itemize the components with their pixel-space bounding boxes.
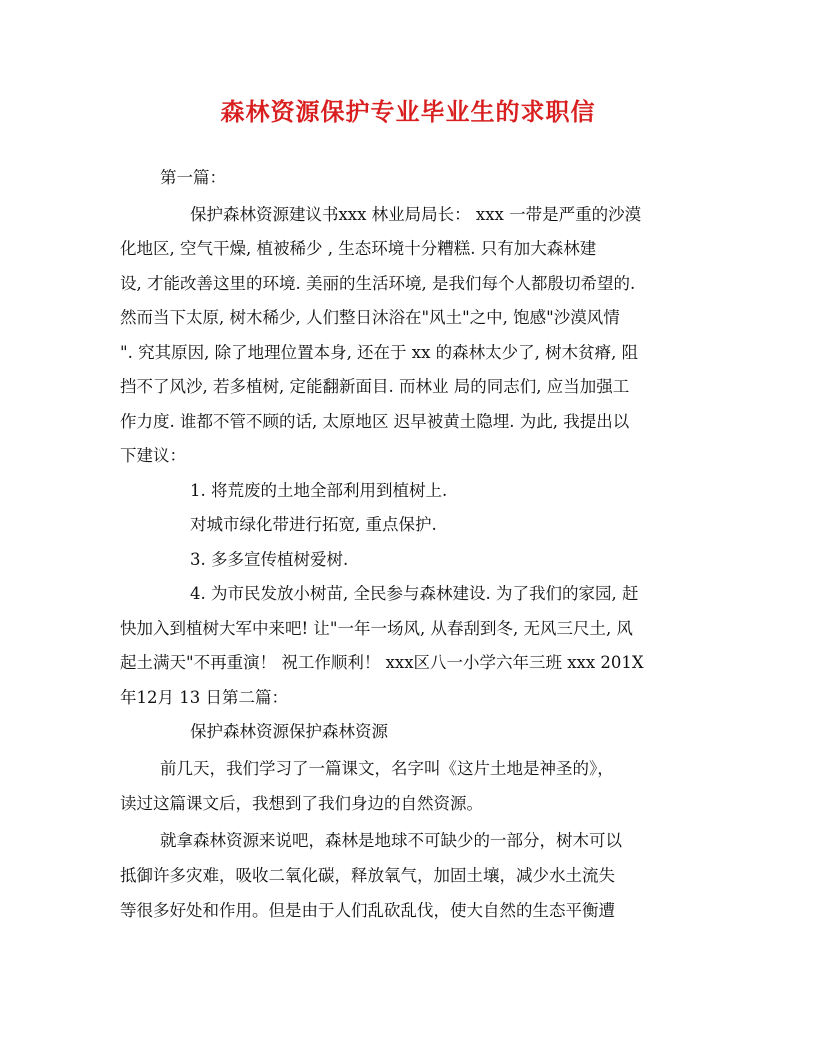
paragraph-line: 起土满天"不再重演！ 祝工作顺利！ xxx区八一小学六年三班 xxx 201X — [120, 653, 644, 672]
document-title: 森林资源保护专业毕业生的求职信 — [220, 97, 596, 126]
paragraph-line: 读过这篇课文后，我想到了我们身边的自然资源。 — [120, 794, 483, 813]
list-item: 对城市绿化带进行拓宽, 重点保护. — [190, 515, 437, 534]
paragraph-line: 保护森林资源建议书xxx 林业局局长： xxx 一带是严重的沙漠 — [190, 205, 642, 224]
paragraph-line: 年12月 13 日第二篇： — [120, 688, 288, 707]
list-item: 4. 为市民发放小树苗, 全民参与森林建设. 为了我们的家园, 赶 — [190, 584, 639, 603]
paragraph-line: 下建议： — [120, 446, 186, 465]
paragraph-line: 作力度. 谁都不管不顾的话, 太原地区 迟早被黄土隐埋. 为此, 我提出以 — [120, 412, 630, 431]
paragraph-line: ". 究其原因, 除了地理位置本身, 还在于 xx 的森林太少了, 树木贫瘠, 阻 — [120, 343, 639, 362]
paragraph-line: 前几天，我们学习了一篇课文，名字叫《这片土地是神圣的》， — [160, 759, 614, 778]
paragraph-line: 快加入到植树大军中来吧! 让"一年一场风, 从春刮到冬, 无风三尺土, 风 — [120, 619, 633, 638]
section-heading: 保护森林资源保护森林资源 — [190, 722, 388, 741]
section-heading: 第一篇： — [160, 168, 226, 187]
paragraph-line: 等很多好处和作用。但是由于人们乱砍乱伐，使大自然的生态平衡遭 — [120, 901, 615, 920]
paragraph-line: 然而当下太原, 树木稀少, 人们整日沐浴在"风土"之中, 饱感"沙漠风情 — [120, 308, 620, 327]
paragraph-line: 挡不了风沙, 若多植树, 定能翻新面目. 而林业 局的同志们, 应当加强工 — [120, 377, 630, 396]
paragraph-line: 抵御许多灾难，吸收二氧化碳，释放氧气，加固土壤，减少水土流失 — [120, 866, 615, 885]
paragraph-line: 设, 才能改善这里的环境. 美丽的生活环境, 是我们每个人都殷切希望的. — [120, 274, 636, 293]
list-item: 3. 多多宣传植树爱树. — [190, 550, 349, 569]
list-item: 1. 将荒废的土地全部利用到植树上. — [190, 481, 448, 500]
paragraph-line: 就拿森林资源来说吧，森林是地球不可缺少的一部分，树木可以 — [160, 831, 622, 850]
paragraph-line: 化地区, 空气干燥, 植被稀少 , 生态环境十分糟糕. 只有加大森林建 — [120, 239, 597, 258]
